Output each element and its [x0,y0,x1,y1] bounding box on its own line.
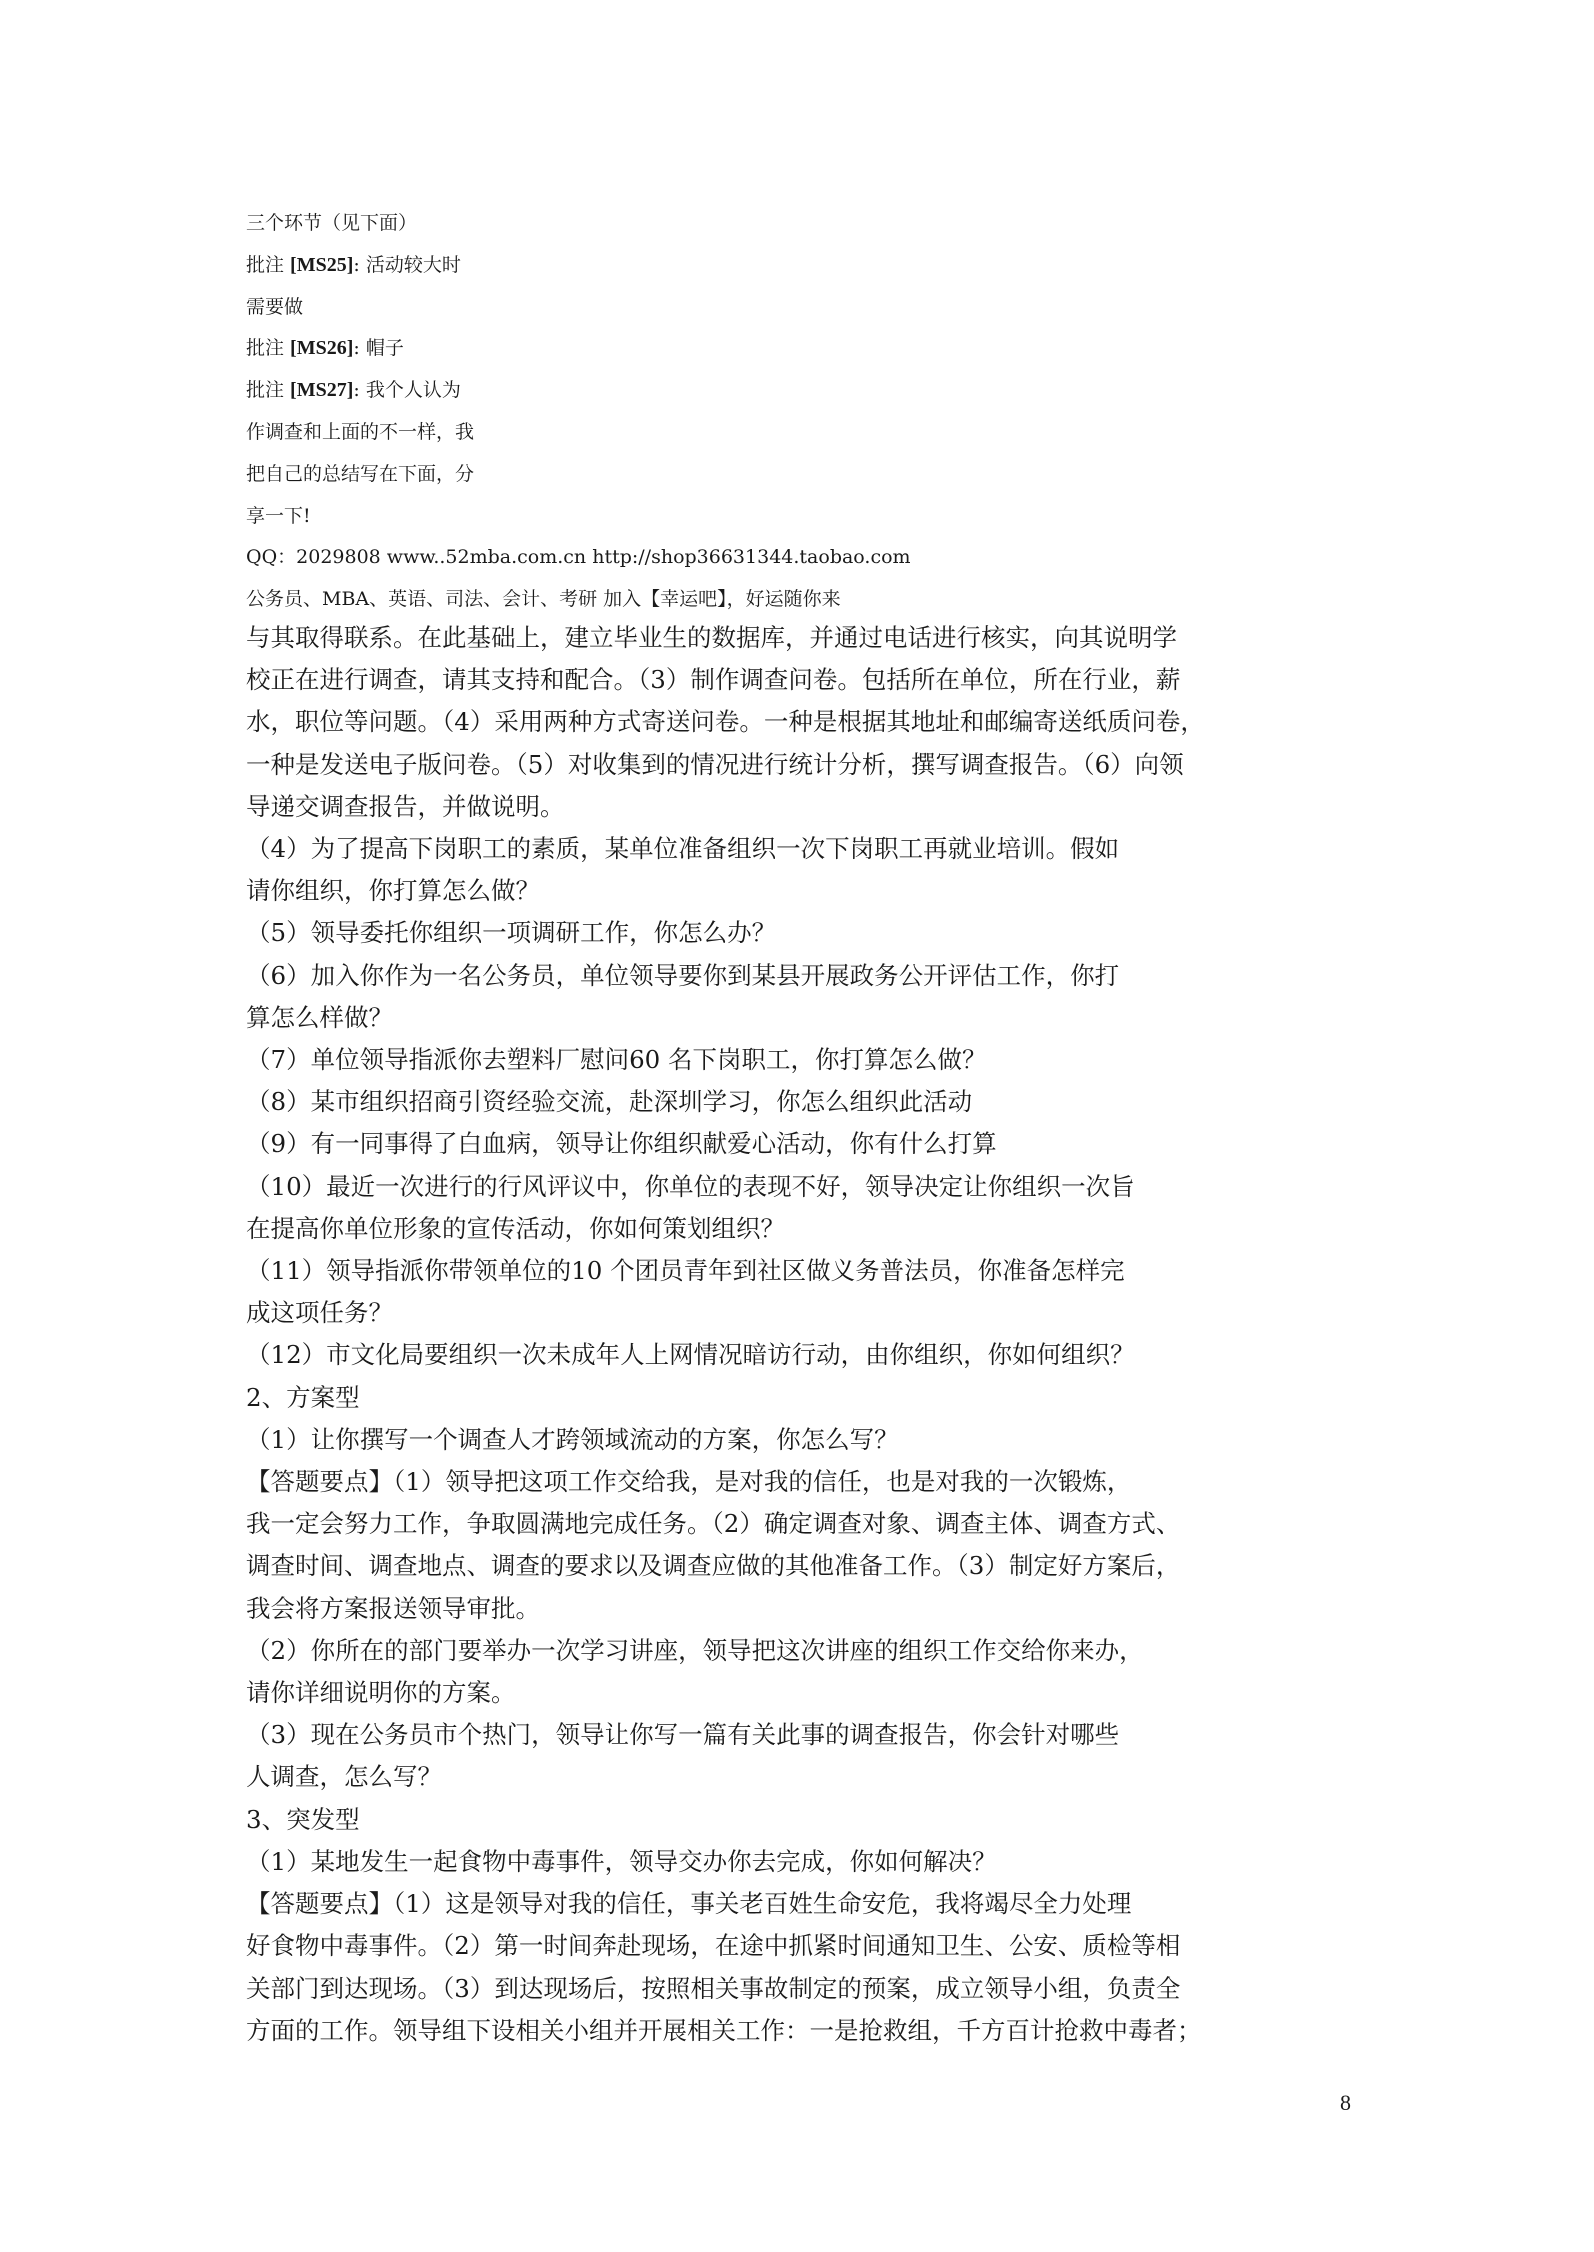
comment-text: : 我个人认为 [353,379,461,402]
comment-tag: [MS25] [290,253,354,276]
body-line: （10）最近一次进行的行风评议中，你单位的表现不好，领导决定让你组织一次旨 [246,1171,1135,1201]
body-line: （1）某地发生一起食物中毒事件，领导交办你去完成，你如何解决？ [246,1846,997,1876]
body-line: 好食物中毒事件。（2）第一时间奔赴现场，在途中抓紧时间通知卫生、公安、质检等相 [246,1931,1181,1961]
comment-text: 三个环节（见下面） [246,212,418,234]
body-line: 调查时间、调查地点、调查的要求以及调查应做的其他准备工作。（3）制定好方案后， [246,1551,1181,1581]
body-line: （2）你所在的部门要举办一次学习讲座，领导把这次讲座的组织工作交给你来办， [246,1635,1144,1665]
body-line: 请你详细说明你的方案。 [246,1678,516,1708]
comment-tag: [MS27] [290,379,354,402]
body-line: （7）单位领导指派你去塑料厂慰问60 名下岗职工，你打算怎么做？ [246,1045,987,1075]
body-line: 算怎么样做？ [246,1002,393,1032]
body-line: 我会将方案报送领导审批。 [246,1593,540,1623]
comment-text: QQ：2029808 www..52mba.com.cn http://shop36631344.taobao.com [246,546,911,569]
body-line: 请你组织，你打算怎么做？ [246,876,540,906]
comment-line [246,245,1146,287]
body-line: （1）让你撰写一个调查人才跨领域流动的方案，你怎么写？ [246,1424,899,1454]
body-line: （9）有一同事得了白血病，领导让你组织献爱心活动，你有什么打算 [246,1129,997,1159]
body-line: （12）市文化局要组织一次未成年人上网情况暗访行动，由你组织，你如何组织？ [246,1340,1135,1370]
comment-line [246,287,1146,329]
comment-text: 作调查和上面的不一样，我 [246,420,475,443]
comment-line [246,537,1146,579]
body-line: 在提高你单位形象的宣传活动，你如何策划组织？ [246,1213,785,1243]
comment-text: 批注 [246,337,291,360]
body-line: （11）领导指派你带领单位的10 个团员青年到社区做义务普法员，你准备怎样完 [246,1256,1125,1286]
body-line: （6）加入你作为一名公务员，单位领导要你到某县开展政务公开评估工作，你打 [246,960,1120,990]
body-line: （3）现在公务员市个热门，领导让你写一篇有关此事的调查报告，你会针对哪些 [246,1720,1120,1750]
page-number: 8 [1340,2090,1351,2115]
body-line: 导递交调查报告，并做说明。 [246,791,565,821]
body-line: 关部门到达现场。（3）到达现场后，按照相关事故制定的预案，成立领导小组，负责全 [246,1973,1181,2003]
comment-text: 把自己的总结写在下面，分 [246,462,475,485]
comment-text: 公务员、MBA、英语、司法、会计、考研 加入【幸运吧】，好运随你来 [246,588,841,611]
body-line: 人调查，怎么写？ [246,1762,442,1792]
body-line: 【答题要点】（1）领导把这项工作交给我，是对我的信任，也是对我的一次锻炼， [246,1467,1132,1497]
comment-tag: [MS26] [290,337,354,360]
body-line: 与其取得联系。在此基础上，建立毕业生的数据库，并通过电话进行核实，向其说明学 [246,623,1177,652]
comment-line [246,412,1146,454]
comment-text: : 活动较大时 [353,253,461,276]
body-line: （8）某市组织招商引资经验交流，赴深圳学习，你怎么组织此活动 [246,1087,973,1117]
body-line: （5）领导委托你组织一项调研工作，你怎么办？ [246,918,777,948]
body-line: 一种是发送电子版问卷。（5）对收集到的情况进行统计分析，撰写调查报告。（6）向领 [246,749,1184,779]
comment-line [246,370,1146,412]
comment-line [246,454,1146,496]
body-line: 2、方案型 [246,1382,360,1412]
comment-text: 批注 [246,253,291,276]
comment-line [246,328,1146,370]
comment-text: 批注 [246,379,291,402]
comment-text: 享一下! [246,504,311,527]
comment-text: : 帽子 [353,337,404,360]
body-line: 我一定会努力工作，争取圆满地完成任务。（2）确定调查对象、调查主体、调查方式、 [246,1509,1181,1539]
body-line: 成这项任务？ [246,1298,393,1328]
body-line: 方面的工作。领导组下设相关小组并开展相关工作：一是抢救组，千方百计抢救中毒者； [246,2015,1202,2045]
comment-line [246,496,1146,538]
body-text [246,617,1286,2052]
body-line: 【答题要点】（1）这是领导对我的信任，事关老百姓生命安危，我将竭尽全力处理 [246,1889,1132,1919]
comment-line [246,203,1146,245]
comment-text: 需要做 [246,295,304,318]
body-line: 水，职位等问题。（4）采用两种方式寄送问卷。一种是根据其地址和邮编寄送纸质问卷， [246,707,1205,737]
comment-line [246,579,1146,621]
body-line: 3、突发型 [246,1804,360,1834]
margin-comments [246,203,1146,621]
body-line: （4）为了提高下岗职工的素质，某单位准备组织一次下岗职工再就业培训。假如 [246,834,1120,864]
body-line: 校正在进行调查，请其支持和配合。（3）制作调查问卷。包括所在单位，所在行业，薪 [246,665,1181,695]
